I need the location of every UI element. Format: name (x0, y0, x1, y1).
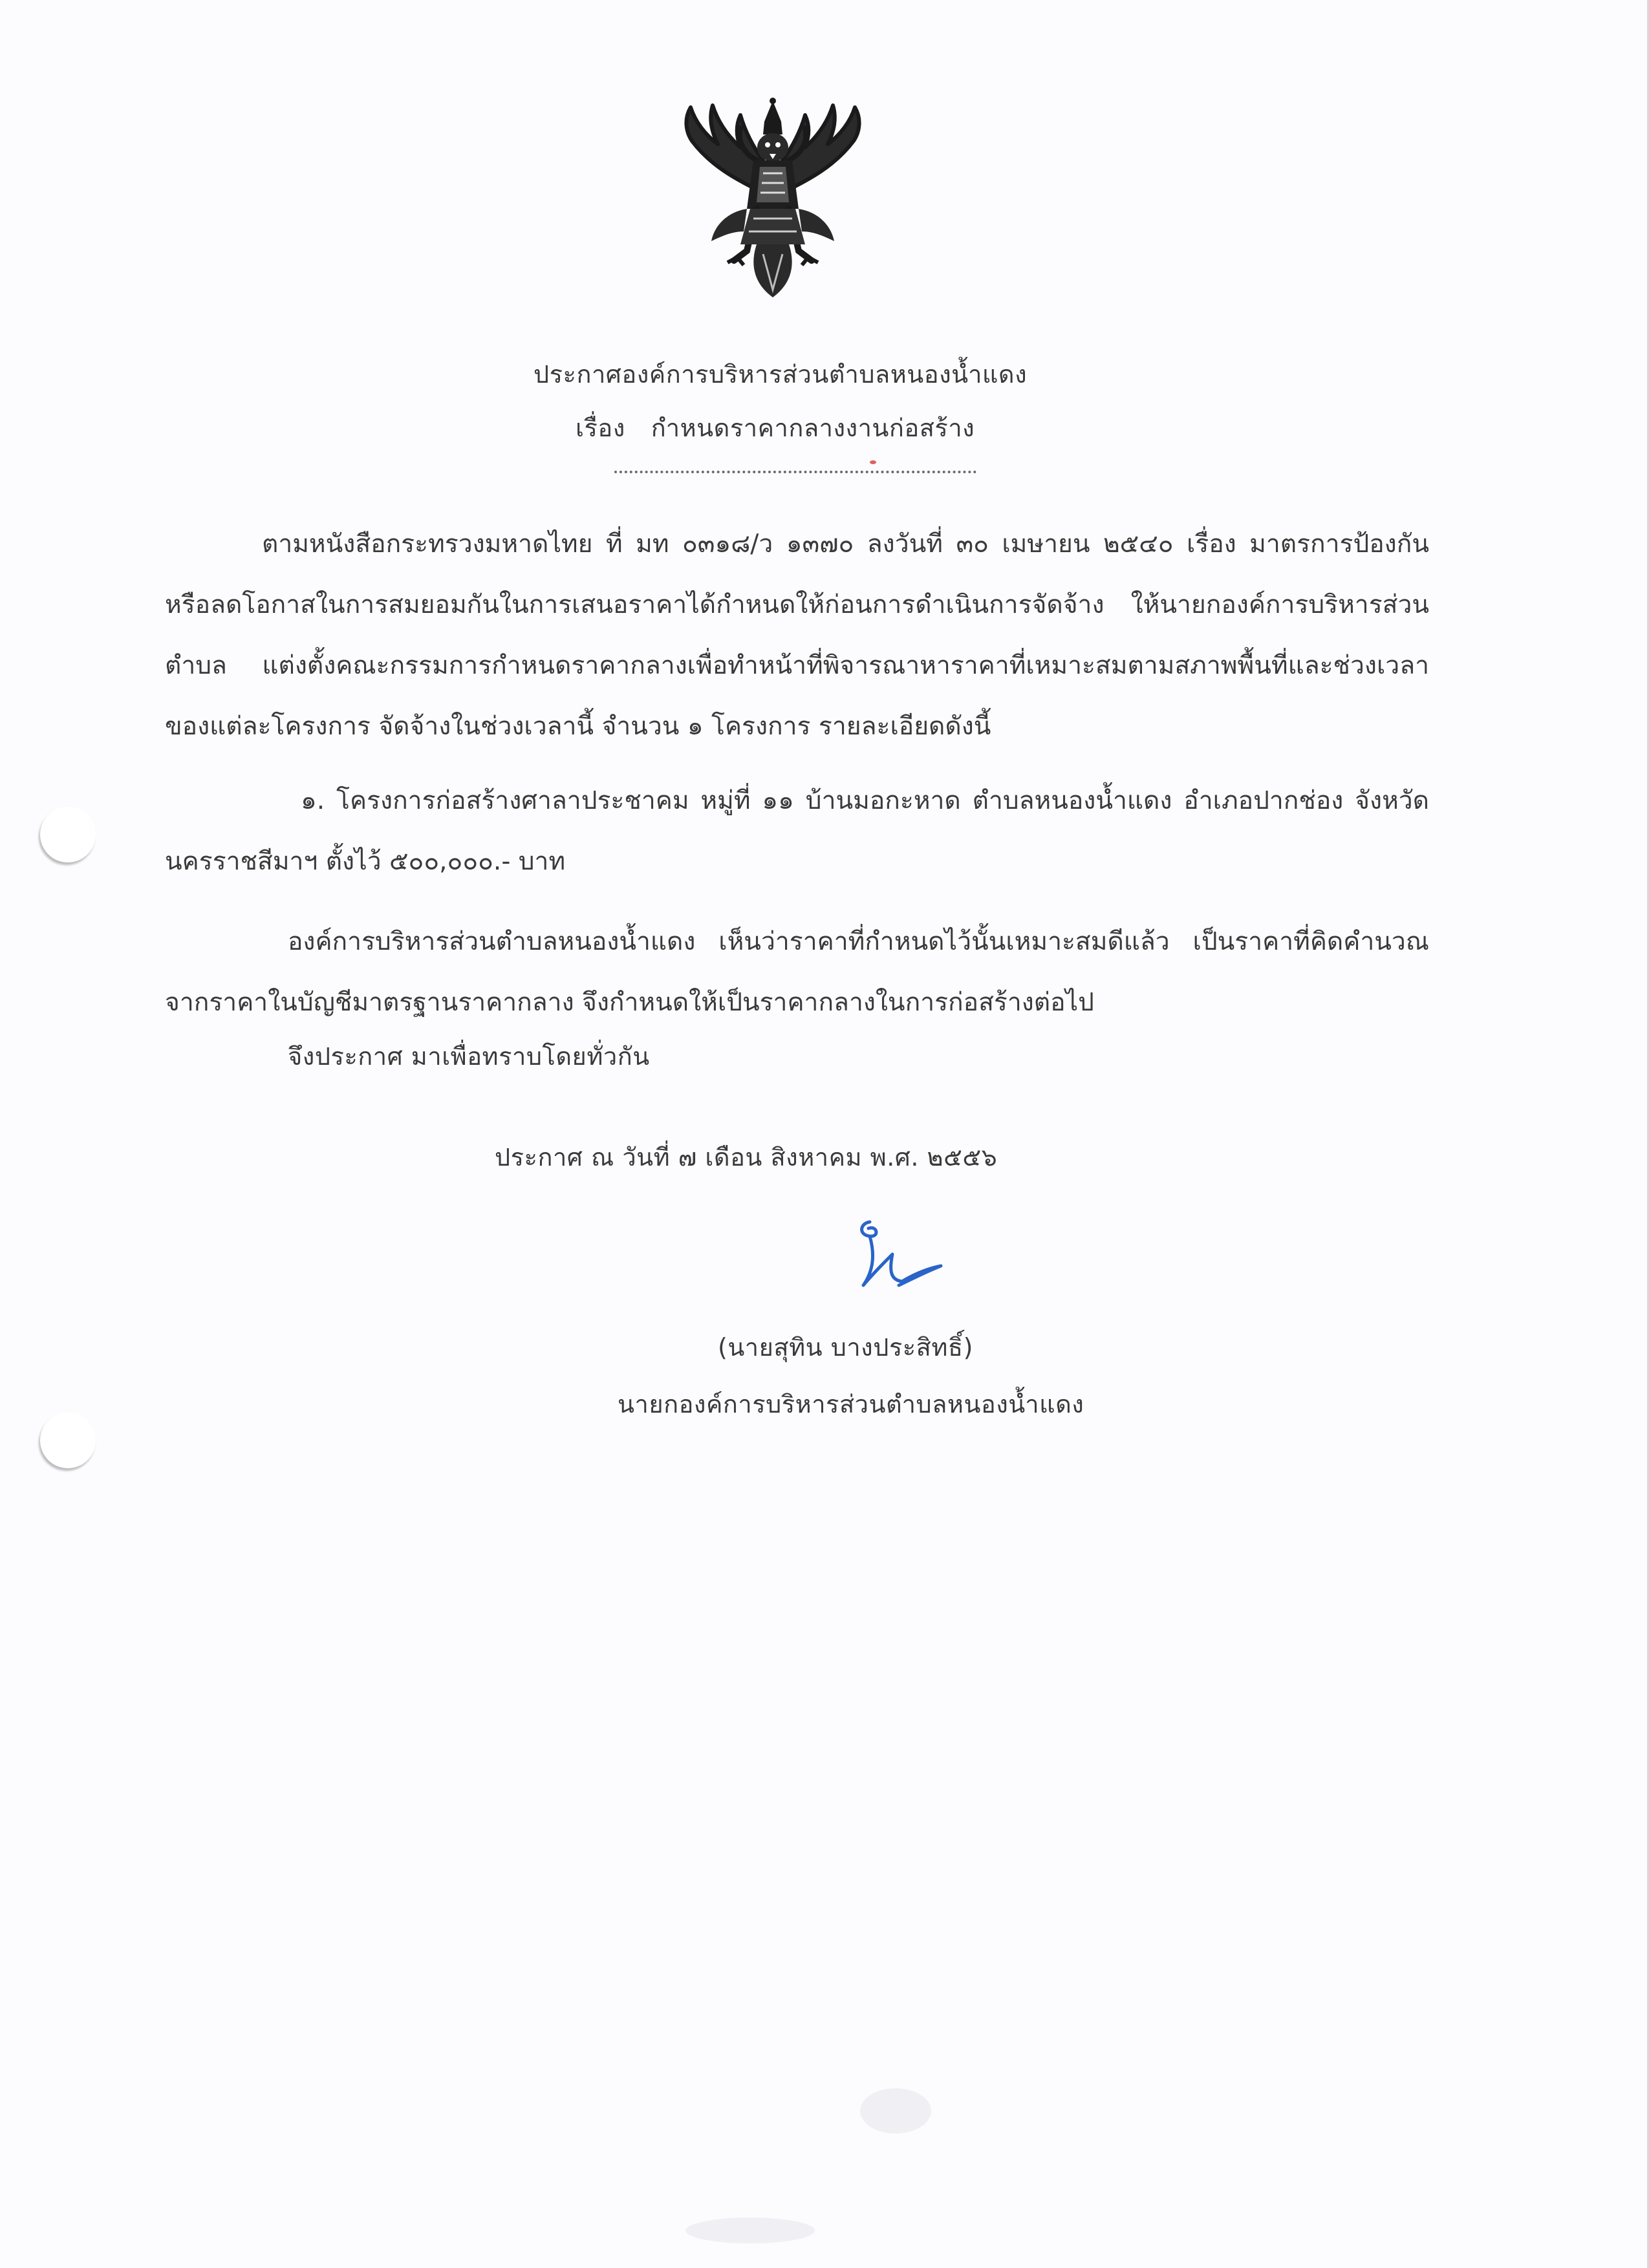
closing-line: จึงประกาศ มาเพื่อทราบโดยทั่วกัน (288, 1042, 650, 1071)
project-item-1: ๑. โครงการก่อสร้างศาลาประชาคม หมู่ที่ ๑๑ บ้านมอกะหาด ตำบลหนองน้ำแดง อำเภอปากช่อง จังหวัดนครราชสีมาฯ ตั้งไว้ ๕๐๐,๐๐๐.- บาท (165, 786, 1429, 876)
signatory-name: (นายสุทิน บางประสิทธิ์) (718, 1333, 973, 1362)
subject-text: กำหนดราคากลางงานก่อสร้าง (651, 414, 975, 442)
announcement-date: ประกาศ ณ วันที่ ๗ เดือน สิงหาคม พ.ศ. ๒๕๕๖ (495, 1143, 998, 1171)
title-divider (614, 471, 976, 473)
announcement-title: ประกาศองค์การบริหารส่วนตำบลหนองน้ำแดง (534, 360, 1028, 389)
paragraph-intro: ตามหนังสือกระทรวงมหาดไทย ที่ มท ๐๓๑๘/ว ๑๓๗๐ ลงวันที่ ๓๐ เมษายน ๒๕๔๐ เรื่อง มาตรการป้องกัน หรือลดโอกาสในการสมยอมกันในการเสนอราคาได้กำหนดให้ก่อนการดำเนินการจัดจ้าง ให้นายกองค์การบริหารส่วนตำบล แต่งตั้งคณะกรรมการกำหนดราคากลางเพื่อทำหน้าที่พิจารณาหาราคาที่เหมาะสมตามสภาพพื้นที่และช่วงเวลาของแต่ละโครงการ จัดจ้างในช่วงเวลานี้ จำนวน ๑ โครงการ รายละเอียดดังนี้ (165, 530, 1429, 741)
handwritten-signature (844, 1209, 947, 1293)
ink-speck (870, 460, 876, 464)
scan-smudge (685, 2218, 815, 2243)
garuda-emblem-icon (666, 96, 879, 303)
scan-smudge (860, 2088, 931, 2134)
punch-hole-lower (40, 1413, 96, 1468)
paragraph-conclusion: องค์การบริหารส่วนตำบลหนองน้ำแดง เห็นว่าราคาที่กำหนดไว้นั้นเหมาะสมดีแล้ว เป็นราคาที่คิดคำนวณจากราคาในบัญชีมาตรฐานราคากลาง จึงกำหนดให้เป็นราคากลางในการก่อสร้างต่อไป (165, 927, 1429, 1017)
announcement-subject-line (576, 412, 975, 444)
subject-label: เรื่อง (576, 414, 625, 442)
punch-hole-upper (40, 807, 96, 862)
signatory-position: นายกองค์การบริหารส่วนตำบลหนองน้ำแดง (618, 1390, 1084, 1418)
